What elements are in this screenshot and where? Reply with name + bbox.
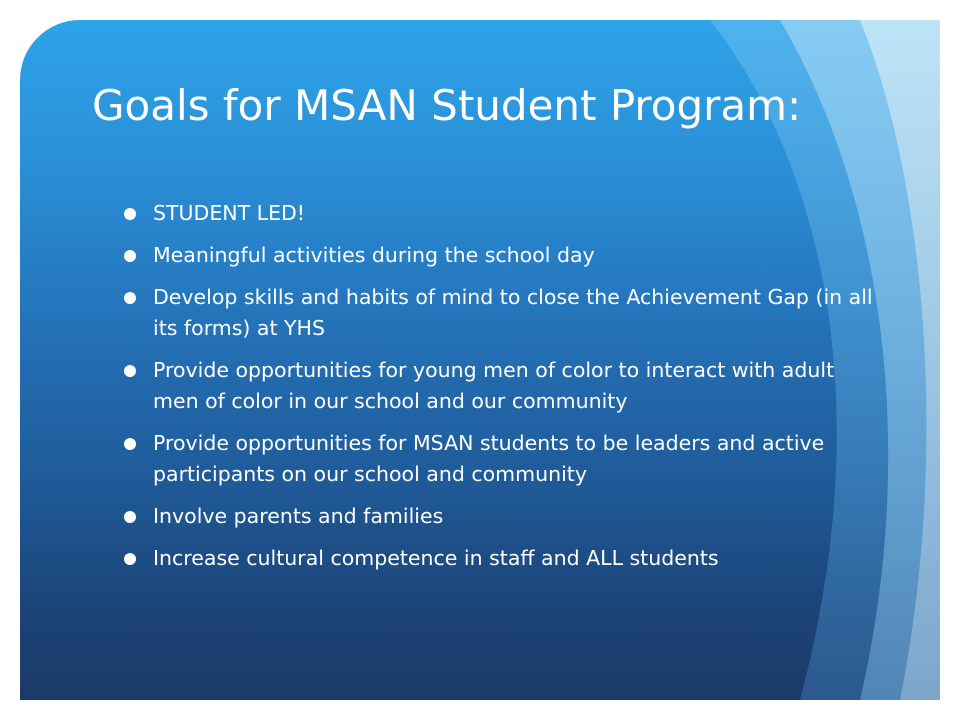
- bullet-dot-icon: [124, 365, 136, 377]
- bullet-dot-icon: [124, 292, 136, 304]
- bullet-dot-icon: [124, 208, 136, 220]
- slide-title: Goals for MSAN Student Program:: [92, 81, 802, 130]
- bullet-dot-icon: [124, 250, 136, 262]
- slide-background-panel: [20, 20, 940, 700]
- bullet-text: Develop skills and habits of mind to close the Achievement Gap (in all its forms) at YHS: [153, 285, 873, 340]
- bullet-item: [124, 240, 874, 271]
- bullet-text: Meaningful activities during the school day: [153, 243, 595, 267]
- bullet-text: Provide opportunities for young men of color to interact with adult men of color in our school and our community: [153, 358, 835, 413]
- bullet-dot-icon: [124, 438, 136, 450]
- bullet-list: [124, 198, 874, 585]
- bullet-item: [124, 282, 874, 344]
- bullet-item: [124, 355, 874, 417]
- bullet-item: [124, 198, 874, 229]
- bullet-item: [124, 428, 874, 490]
- bullet-text: Provide opportunities for MSAN students to be leaders and active participants on our school and community: [153, 431, 825, 486]
- bullet-text: STUDENT LED!: [153, 201, 306, 225]
- bullet-dot-icon: [124, 553, 136, 565]
- bullet-text: Involve parents and families: [153, 504, 444, 528]
- bullet-item: [124, 543, 874, 574]
- bullet-item: [124, 501, 874, 532]
- bullet-dot-icon: [124, 511, 136, 523]
- bullet-text: Increase cultural competence in staff and ALL students: [153, 546, 719, 570]
